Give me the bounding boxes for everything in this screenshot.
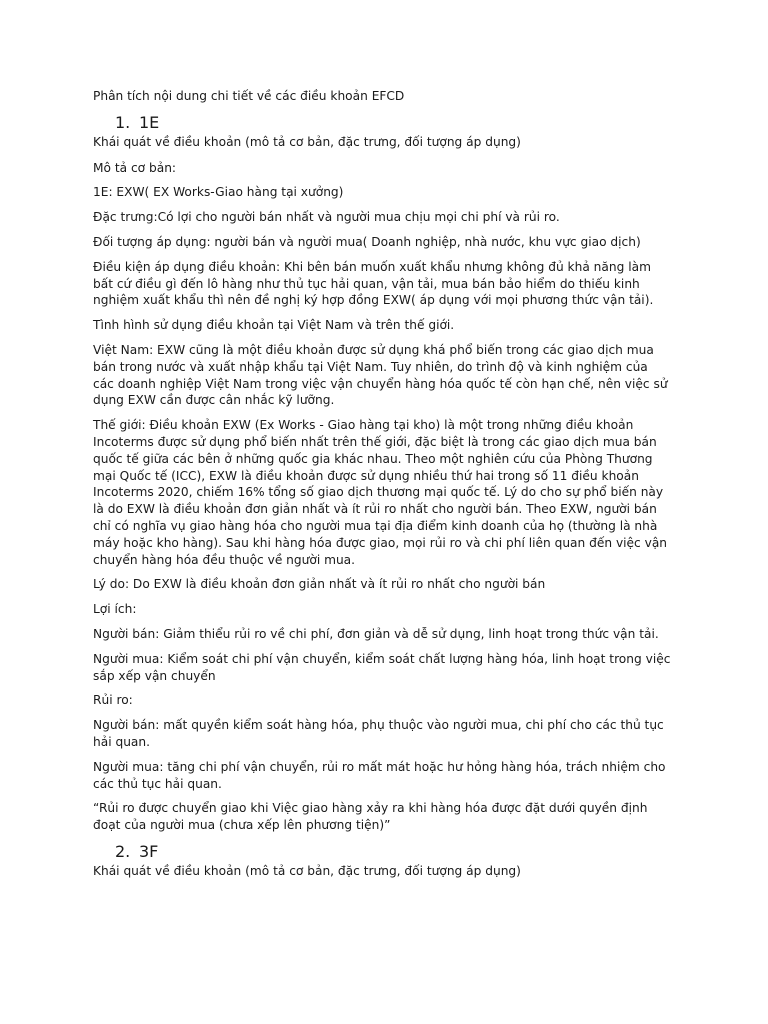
paragraph-loi-ich-nguoi-ban: Người bán: Giảm thiểu rủi ro về chi phí, đơn giản và dễ sử dụng, linh hoạt trong thức vận tải. — [93, 626, 659, 641]
section-title: 1E — [139, 112, 160, 132]
paragraph-tinh-hinh: Tình hình sử dụng điều khoản tại Việt Nam và trên thế giới. — [93, 318, 455, 333]
paragraph-rui-ro-nguoi-mua: Người mua: tăng chi phí vận chuyển, rủi ro mất mát hoặc hư hỏng hàng hóa, trách nhiệm cho các thủ tục hải quan. — [93, 759, 666, 791]
paragraph-quote: “Rủi ro được chuyển giao khi Việc giao hàng xảy ra khi hàng hóa được đặt dưới quyền định đoạt của người mua (chưa xếp lên phương tiện)” — [93, 801, 648, 833]
section-number: 1. — [115, 112, 131, 132]
paragraph-loi-ich-nguoi-mua: Người mua: Kiểm soát chi phí vận chuyển, kiểm soát chất lượng hàng hóa, linh hoạt trong việc sắp xếp vận chuyển — [93, 651, 671, 683]
paragraph-dieu-kien: Điều kiện áp dụng điều khoản: Khi bên bán muốn xuất khẩu nhưng không đủ khả năng làm bất cứ điều gì đến lô hàng như thủ tục hải quan, vận tải, mua bán bảo hiểm do thiếu kinh nghiệm xuất khẩu thì nên đề nghị ký hợp đồng EXW( áp dụng với mọi phương thức vận tải). — [93, 259, 654, 308]
paragraph-loi-ich: Lợi ích: — [93, 602, 137, 617]
document-title: Phân tích nội dung chi tiết về các điều khoản EFCD — [93, 89, 405, 103]
paragraph-viet-nam: Việt Nam: EXW cũng là một điều khoản được sử dụng khá phổ biến trong các giao dịch mua bán trong nước và xuất nhập khẩu tại Việt Nam. Tuy nhiên, do trình độ và kinh nghiệm của các doanh nghiệp Việt Nam trong việc vận chuyển hàng hóa quốc tế còn hạn chế, nên việc sử dụng EXW cần được cân nhắc kỹ lưỡng. — [93, 342, 668, 408]
paragraph-mo-ta: Mô tả cơ bản: — [93, 160, 177, 175]
paragraph-rui-ro: Rủi ro: — [93, 693, 133, 708]
section-overview: Khái quát về điều khoản (mô tả cơ bản, đặc trưng, đối tượng áp dụng) — [93, 134, 521, 149]
paragraph-ly-do: Lý do: Do EXW là điều khoản đơn giản nhất và ít rủi ro nhất cho người bán — [93, 577, 546, 592]
paragraph-the-gioi: Thế giới: Điều khoản EXW (Ex Works - Giao hàng tại kho) là một trong những điều khoản Incoterms được sử dụng phổ biến nhất trên thế giới, đặc biệt là trong các giao dịch mua bán quốc tế giữa các bên ở những quốc gia khác nhau. Theo một nghiên cứu của Phòng Thương mại Quốc tế (ICC), EXW là điều khoản được sử dụng nhiều thứ hai trong số 11 điều khoản Incoterms 2020, chiếm 16% tổng số giao dịch thương mại quốc tế. Lý do cho sự phổ biến này là do EXW là điều khoản đơn giản nhất và ít rủi ro nhất cho người bán. Theo EXW, người bán chỉ có nghĩa vụ giao hàng hóa cho người mua tại địa điểm kinh doanh của họ (thường là nhà máy hoặc kho hàng). Sau khi hàng hóa được giao, mọi rủi ro và chi phí liên quan đến việc vận chuyển hàng hóa đều thuộc về người mua. — [93, 418, 668, 567]
section-heading-2 — [115, 842, 672, 862]
paragraph-rui-ro-nguoi-ban: Người bán: mất quyền kiểm soát hàng hóa, phụ thuộc vào người mua, chi phí cho các thủ tục hải quan. — [93, 718, 664, 749]
paragraph-dac-trung: Đặc trưng:Có lợi cho người bán nhất và người mua chịu mọi chi phí và rủi ro. — [93, 210, 560, 225]
paragraph-exw: 1E: EXW( EX Works-Giao hàng tại xưởng) — [93, 185, 344, 200]
section-overview: Khái quát về điều khoản (mô tả cơ bản, đặc trưng, đối tượng áp dụng) — [93, 863, 521, 878]
section-title: 3F — [139, 841, 159, 861]
section-number: 2. — [115, 841, 131, 861]
section-heading-1 — [115, 113, 672, 133]
paragraph-doi-tuong: Đối tượng áp dụng: người bán và người mua( Doanh nghiệp, nhà nước, khu vực giao dịch) — [93, 234, 641, 249]
